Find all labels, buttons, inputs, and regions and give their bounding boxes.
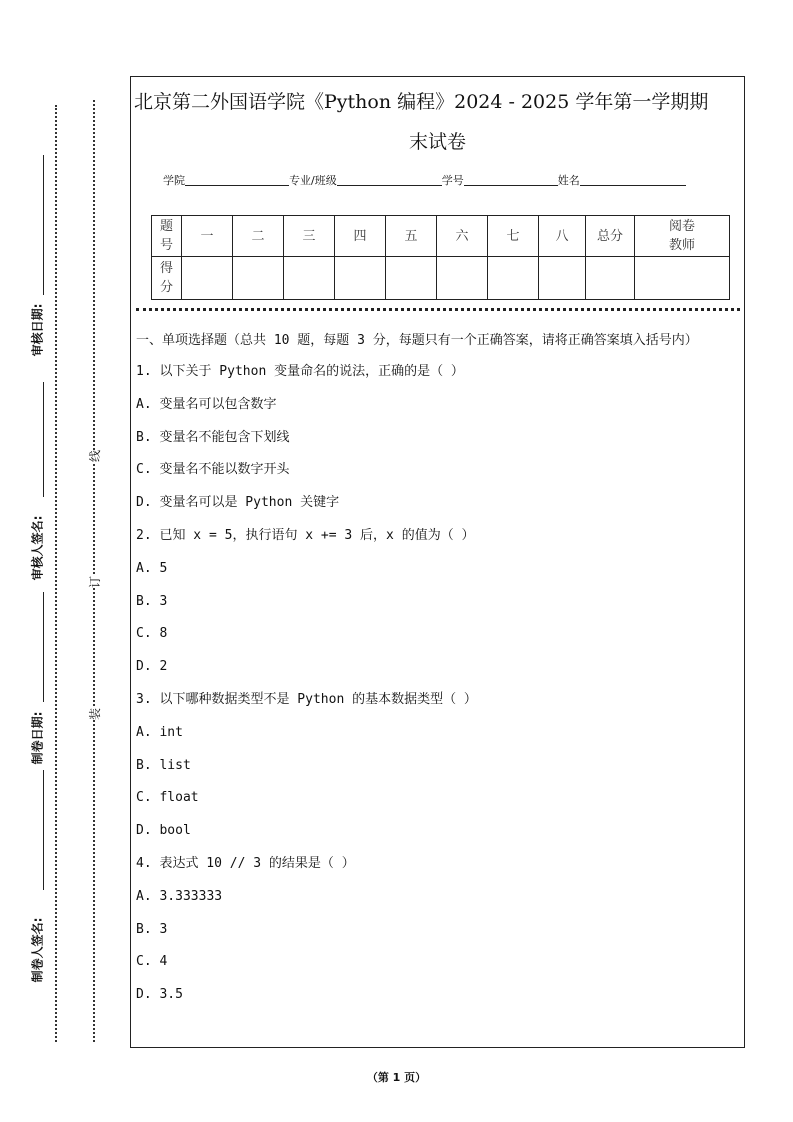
answer-option: D. bool (136, 823, 191, 839)
answer-option: C. float (136, 790, 199, 806)
answer-option: D. 3.5 (136, 987, 183, 1003)
score-col-total: 总分 (586, 216, 635, 257)
answer-option: A. 3.333333 (136, 888, 223, 904)
review-date-blank (43, 155, 44, 295)
left-dotted-rule (55, 105, 57, 1042)
name-field[interactable] (580, 173, 686, 186)
score-col-7: 七 (488, 216, 539, 257)
score-cell[interactable] (386, 257, 437, 300)
answer-option: A. 变量名可以包含数字 (136, 396, 277, 412)
score-table (151, 215, 730, 300)
college-label: 学院 (163, 174, 185, 187)
answer-option: A. int (136, 724, 183, 740)
maker-sign-blank (43, 770, 44, 890)
maker-date-blank (43, 592, 44, 702)
answer-option: C. 变量名不能以数字开头 (136, 462, 290, 478)
page-number: （第 1 页） (366, 1071, 427, 1084)
question-stem: 4. 表达式 10 // 3 的结果是（ ） (136, 855, 355, 871)
question-stem: 2. 已知 x = 5，执行语句 x += 3 后，x 的值为（ ） (136, 527, 475, 543)
score-col-6: 六 (437, 216, 488, 257)
score-row1-label: 题号 (152, 216, 182, 257)
binding-char-ding: 订 (88, 575, 103, 589)
section-heading: 一、单项选择题（总共 10 题，每题 3 分，每题只有一个正确答案，请将正确答案填入括号内） (136, 333, 698, 348)
score-cell[interactable] (586, 257, 635, 300)
question-stem: 1. 以下关于 Python 变量命名的说法，正确的是（ ） (136, 364, 464, 379)
student-id-label: 学号 (441, 174, 464, 187)
score-cell[interactable] (233, 257, 284, 300)
score-col-2: 二 (233, 216, 284, 257)
answer-option: D. 2 (136, 659, 168, 675)
answer-option: A. 5 (136, 560, 168, 576)
answer-option: B. 变量名不能包含下划线 (136, 429, 290, 445)
score-cell[interactable] (635, 257, 730, 300)
score-cell[interactable] (182, 257, 233, 300)
score-cell[interactable] (437, 257, 488, 300)
answer-option: B. 3 (136, 921, 168, 937)
binding-dotted-rule (93, 100, 95, 1042)
exam-title-cont: 末试卷 (408, 131, 466, 153)
student-id-field[interactable] (464, 173, 558, 186)
binding-char-xian: 线 (88, 449, 103, 463)
question-lines (136, 362, 740, 1018)
answer-option: C. 4 (136, 954, 168, 970)
exam-title: 北京第二外国语学院《Python 编程》2024 - 2025 学年第一学期期 (134, 91, 709, 113)
major-label: 专业/班级 (289, 174, 337, 187)
score-col-4: 四 (335, 216, 386, 257)
student-info-row (163, 172, 686, 188)
answer-option: C. 8 (136, 626, 168, 642)
reviewer-sign-blank (43, 382, 44, 497)
score-cell[interactable] (488, 257, 539, 300)
separator-dots (136, 308, 740, 311)
questions-section (136, 330, 740, 1018)
answer-option: D. 变量名可以是 Python 关键字 (136, 495, 340, 511)
score-table-header-row (152, 216, 730, 257)
score-cell[interactable] (335, 257, 386, 300)
answer-option: B. 3 (136, 593, 168, 609)
score-table-score-row (152, 257, 730, 300)
major-field[interactable] (337, 173, 442, 186)
answer-option: B. list (136, 757, 191, 773)
score-col-3: 三 (284, 216, 335, 257)
score-col-5: 五 (386, 216, 437, 257)
score-col-grader: 阅卷教师 (635, 216, 730, 257)
score-col-1: 一 (182, 216, 233, 257)
score-cell[interactable] (539, 257, 586, 300)
score-row2-label: 得分 (152, 257, 182, 300)
binding-char-zhuang: 装 (88, 707, 103, 721)
question-stem: 3. 以下哪种数据类型不是 Python 的基本数据类型（ ） (136, 691, 477, 707)
score-cell[interactable] (284, 257, 335, 300)
score-col-8: 八 (539, 216, 586, 257)
name-label: 姓名 (557, 174, 580, 187)
college-field[interactable] (185, 173, 289, 186)
